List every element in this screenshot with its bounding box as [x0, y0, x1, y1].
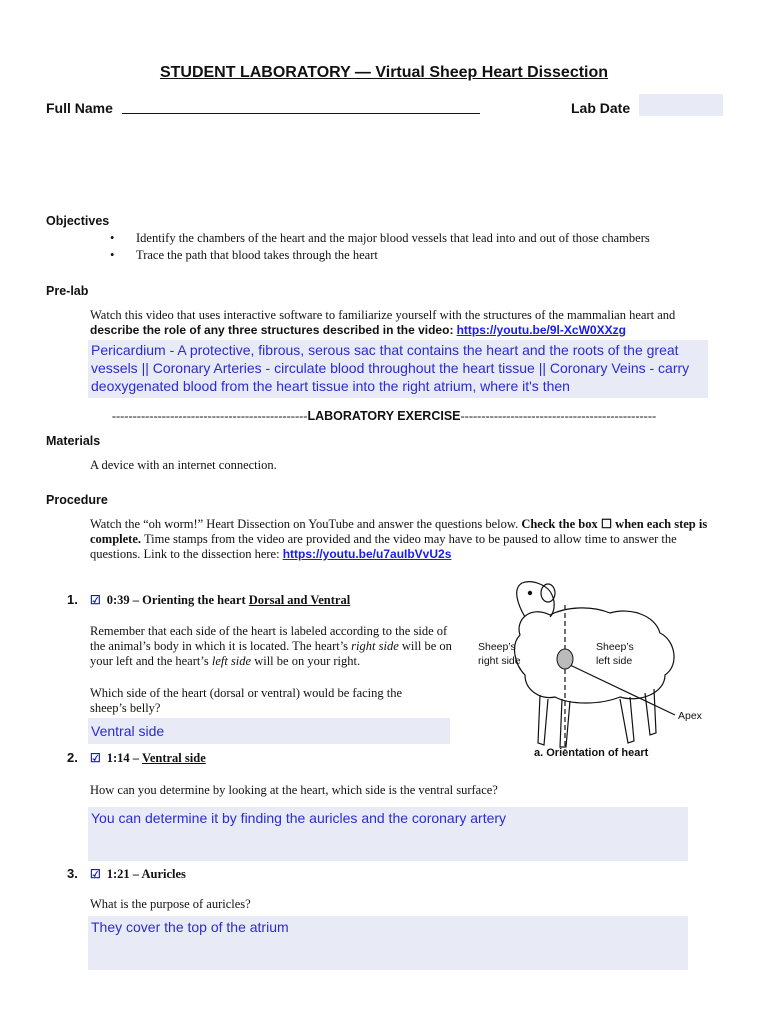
objectives-heading: Objectives: [46, 214, 110, 228]
objective-item: • Identify the chambers of the heart and the major blood vessels that lead into and out of those chambers: [110, 230, 650, 247]
objectives-list: [110, 230, 650, 264]
question-2-heading: ☑ 1:14 – Ventral side: [90, 751, 206, 765]
page-title: STUDENT LABORATORY — Virtual Sheep Heart Dissection: [159, 64, 609, 81]
lab-date-label: Lab Date: [571, 100, 631, 116]
question-3-answer-field[interactable]: They cover the top of the atrium: [88, 916, 688, 970]
question-2-answer-field[interactable]: You can determine it by finding the auricles and the coronary artery: [88, 807, 688, 861]
heart-location-mark: [557, 649, 573, 669]
procedure-instructions: Watch the “oh worm!” Heart Dissection on YouTube and answer the questions below. Check the box ☐ when each step is complete. Time stamps from the video are provided and the video may have to be paused to allow time to answer the questions. Link to the dissection here: https://youtu.be/u7auIbVvU2s: [90, 517, 708, 561]
figure-caption: a. Orientation of heart: [534, 747, 649, 759]
left-side-label-line2: left side: [596, 655, 633, 667]
question-2-number: 2.: [67, 750, 78, 765]
apex-pointer-line: [570, 665, 675, 715]
prelab-answer-field[interactable]: Pericardium - A protective, fibrous, serous sac that contains the heart and the roots of the great vessels || Coronary Arteries - circulate blood throughout the heart tissue || Coronary Veins - carry deoxygenated blood from the heart tissue into the right atrium, where it's then: [88, 340, 708, 398]
materials-heading: Materials: [46, 434, 101, 448]
sheep-ear: [541, 584, 555, 602]
apex-label: Apex: [678, 710, 702, 722]
full-name-label: Full Name: [46, 100, 113, 116]
prelab-heading: Pre-lab: [46, 284, 89, 298]
question-1-heading: ☑ 0:39 – Orienting the heart Dorsal and Ventral: [90, 593, 351, 607]
right-side-label-line2: right side: [478, 655, 521, 667]
question-3-prompt: What is the purpose of auricles?: [90, 897, 251, 911]
right-side-label-line1: Sheep’s: [478, 641, 516, 653]
lab-date-field[interactable]: [639, 94, 723, 116]
materials-text: A device with an internet connection.: [90, 458, 277, 472]
prelab-video-link[interactable]: https://youtu.be/9l-XcW0XXzg: [456, 323, 626, 337]
question-3-number: 3.: [67, 866, 78, 881]
question-1-description: Remember that each side of the heart is labeled according to the side of the animal’s body in which it is located. The heart’s right side will be on your left and the heart’s left side will be on your right.: [90, 624, 452, 668]
dissection-video-link[interactable]: https://youtu.be/u7auIbVvU2s: [282, 547, 452, 561]
procedure-heading: Procedure: [46, 493, 108, 507]
sheep-body: [515, 608, 675, 703]
checkbox-checked-icon[interactable]: ☑: [90, 867, 101, 881]
checkbox-checked-icon[interactable]: ☑: [90, 593, 101, 607]
objective-item: • Trace the path that blood takes through the heart: [110, 247, 650, 264]
prelab-instructions: Watch this video that uses interactive software to familiarize yourself with the structures of the mammalian heart and describe the role of any three structures described in the video: https://youtu.be/9l-XcW0XXzg: [90, 308, 676, 337]
sheep-orientation-figure: [470, 575, 710, 765]
question-1-answer-field[interactable]: Ventral side: [88, 718, 450, 744]
question-1-number: 1.: [67, 592, 78, 607]
laboratory-exercise-divider: -----------------------------------------------LABORATORY EXERCISE-----------------------------------------------: [111, 409, 657, 423]
sheep-eye: [528, 591, 531, 594]
left-side-label-line1: Sheep’s: [596, 641, 634, 653]
question-1-prompt: Which side of the heart (dorsal or ventral) would be facing the sheep’s belly?: [90, 686, 403, 715]
question-2-prompt: How can you determine by looking at the heart, which side is the ventral surface?: [90, 783, 498, 797]
full-name-field[interactable]: [122, 112, 480, 114]
question-3-heading: ☑ 1:21 – Auricles: [90, 867, 186, 881]
checkbox-checked-icon[interactable]: ☑: [90, 751, 101, 765]
